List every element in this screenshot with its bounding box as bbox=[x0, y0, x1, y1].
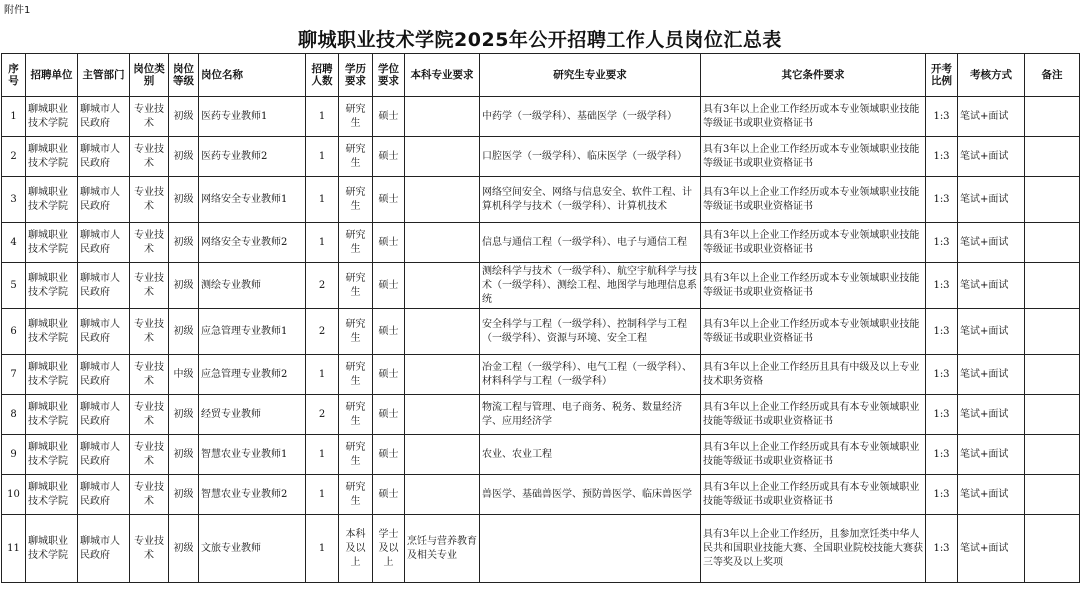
cell-ratio: 1:3 bbox=[926, 435, 958, 475]
cell-edu: 研究生 bbox=[339, 435, 373, 475]
header-ratio: 开考比例 bbox=[926, 54, 958, 97]
cell-ratio: 1:3 bbox=[926, 223, 958, 263]
cell-other: 具有3年以上企业工作经历或本专业领域职业技能等级证书或职业资格证书 bbox=[701, 97, 926, 137]
cell-category: 专业技术 bbox=[130, 475, 169, 515]
cell-position: 医药专业教师2 bbox=[199, 137, 306, 177]
cell-note bbox=[1025, 223, 1080, 263]
cell-category: 专业技术 bbox=[130, 97, 169, 137]
table-header-row bbox=[2, 54, 1080, 97]
cell-note bbox=[1025, 309, 1080, 355]
cell-dept: 聊城市人民政府 bbox=[78, 435, 130, 475]
cell-count: 1 bbox=[306, 137, 339, 177]
header-note: 备注 bbox=[1025, 54, 1080, 97]
cell-degree: 硕士 bbox=[373, 309, 405, 355]
cell-ratio: 1:3 bbox=[926, 309, 958, 355]
cell-dept: 聊城市人民政府 bbox=[78, 263, 130, 309]
cell-edu: 研究生 bbox=[339, 97, 373, 137]
cell-grad bbox=[480, 515, 701, 583]
cell-dept: 聊城市人民政府 bbox=[78, 97, 130, 137]
cell-degree: 硕士 bbox=[373, 263, 405, 309]
cell-seq: 3 bbox=[2, 177, 26, 223]
cell-note bbox=[1025, 263, 1080, 309]
header-level: 岗位等级 bbox=[169, 54, 199, 97]
cell-edu: 研究生 bbox=[339, 223, 373, 263]
cell-grad: 中药学（一级学科）、基础医学（一级学科） bbox=[480, 97, 701, 137]
cell-level: 中级 bbox=[169, 355, 199, 395]
cell-undergrad: 烹饪与营养教育及相关专业 bbox=[405, 515, 480, 583]
header-undergrad: 本科专业要求 bbox=[405, 54, 480, 97]
header-degree: 学位要求 bbox=[373, 54, 405, 97]
cell-unit: 聊城职业技术学院 bbox=[26, 355, 78, 395]
cell-exam: 笔试+面试 bbox=[958, 263, 1025, 309]
cell-ratio: 1:3 bbox=[926, 97, 958, 137]
cell-edu: 研究生 bbox=[339, 177, 373, 223]
cell-exam: 笔试+面试 bbox=[958, 395, 1025, 435]
cell-count: 1 bbox=[306, 475, 339, 515]
cell-dept: 聊城市人民政府 bbox=[78, 355, 130, 395]
table-body bbox=[2, 97, 1080, 583]
cell-other: 具有3年以上企业工作经历或本专业领域职业技能等级证书或职业资格证书 bbox=[701, 309, 926, 355]
cell-exam: 笔试+面试 bbox=[958, 137, 1025, 177]
cell-unit: 聊城职业技术学院 bbox=[26, 223, 78, 263]
cell-undergrad bbox=[405, 263, 480, 309]
cell-note bbox=[1025, 97, 1080, 137]
cell-dept: 聊城市人民政府 bbox=[78, 137, 130, 177]
cell-position: 医药专业教师1 bbox=[199, 97, 306, 137]
cell-unit: 聊城职业技术学院 bbox=[26, 263, 78, 309]
cell-other: 具有3年以上企业工作经历或具有本专业领域职业技能等级证书或职业资格证书 bbox=[701, 435, 926, 475]
header-grad: 研究生专业要求 bbox=[480, 54, 701, 97]
header-other: 其它条件要求 bbox=[701, 54, 926, 97]
cell-level: 初级 bbox=[169, 223, 199, 263]
cell-dept: 聊城市人民政府 bbox=[78, 515, 130, 583]
cell-undergrad bbox=[405, 309, 480, 355]
cell-grad: 兽医学、基础兽医学、预防兽医学、临床兽医学 bbox=[480, 475, 701, 515]
cell-category: 专业技术 bbox=[130, 137, 169, 177]
cell-edu: 研究生 bbox=[339, 137, 373, 177]
cell-count: 2 bbox=[306, 395, 339, 435]
cell-dept: 聊城市人民政府 bbox=[78, 223, 130, 263]
cell-note bbox=[1025, 137, 1080, 177]
cell-position: 应急管理专业教师2 bbox=[199, 355, 306, 395]
cell-exam: 笔试+面试 bbox=[958, 177, 1025, 223]
cell-count: 2 bbox=[306, 263, 339, 309]
cell-level: 初级 bbox=[169, 263, 199, 309]
cell-edu: 研究生 bbox=[339, 309, 373, 355]
cell-category: 专业技术 bbox=[130, 263, 169, 309]
cell-grad: 口腔医学（一级学科）、临床医学（一级学科） bbox=[480, 137, 701, 177]
cell-unit: 聊城职业技术学院 bbox=[26, 435, 78, 475]
cell-exam: 笔试+面试 bbox=[958, 97, 1025, 137]
header-category: 岗位类别 bbox=[130, 54, 169, 97]
cell-exam: 笔试+面试 bbox=[958, 475, 1025, 515]
table-row bbox=[2, 475, 1080, 515]
cell-dept: 聊城市人民政府 bbox=[78, 309, 130, 355]
cell-seq: 8 bbox=[2, 395, 26, 435]
table-row bbox=[2, 263, 1080, 309]
header-seq: 序号 bbox=[2, 54, 26, 97]
cell-level: 初级 bbox=[169, 395, 199, 435]
cell-category: 专业技术 bbox=[130, 515, 169, 583]
cell-unit: 聊城职业技术学院 bbox=[26, 475, 78, 515]
cell-category: 专业技术 bbox=[130, 435, 169, 475]
cell-degree: 硕士 bbox=[373, 177, 405, 223]
cell-grad: 农业、农业工程 bbox=[480, 435, 701, 475]
cell-unit: 聊城职业技术学院 bbox=[26, 97, 78, 137]
cell-exam: 笔试+面试 bbox=[958, 515, 1025, 583]
cell-ratio: 1:3 bbox=[926, 475, 958, 515]
cell-position: 智慧农业专业教师1 bbox=[199, 435, 306, 475]
table-row bbox=[2, 223, 1080, 263]
cell-note bbox=[1025, 475, 1080, 515]
cell-edu: 研究生 bbox=[339, 355, 373, 395]
cell-count: 2 bbox=[306, 309, 339, 355]
table-row bbox=[2, 97, 1080, 137]
cell-undergrad bbox=[405, 137, 480, 177]
cell-dept: 聊城市人民政府 bbox=[78, 395, 130, 435]
cell-seq: 5 bbox=[2, 263, 26, 309]
cell-count: 1 bbox=[306, 355, 339, 395]
cell-note bbox=[1025, 435, 1080, 475]
header-unit: 招聘单位 bbox=[26, 54, 78, 97]
cell-grad: 网络空间安全、网络与信息安全、软件工程、计算机科学与技术（一级学科）、计算机技术 bbox=[480, 177, 701, 223]
cell-count: 1 bbox=[306, 177, 339, 223]
cell-ratio: 1:3 bbox=[926, 355, 958, 395]
cell-seq: 10 bbox=[2, 475, 26, 515]
cell-degree: 硕士 bbox=[373, 395, 405, 435]
cell-undergrad bbox=[405, 475, 480, 515]
cell-unit: 聊城职业技术学院 bbox=[26, 177, 78, 223]
cell-degree: 硕士 bbox=[373, 223, 405, 263]
table-row bbox=[2, 515, 1080, 583]
header-count: 招聘人数 bbox=[306, 54, 339, 97]
cell-seq: 7 bbox=[2, 355, 26, 395]
cell-degree: 硕士 bbox=[373, 137, 405, 177]
cell-category: 专业技术 bbox=[130, 355, 169, 395]
header-exam: 考核方式 bbox=[958, 54, 1025, 97]
cell-level: 初级 bbox=[169, 475, 199, 515]
cell-category: 专业技术 bbox=[130, 223, 169, 263]
cell-count: 1 bbox=[306, 97, 339, 137]
cell-other: 具有3年以上企业工作经历或具有本专业领域职业技能等级证书或职业资格证书 bbox=[701, 395, 926, 435]
cell-note bbox=[1025, 395, 1080, 435]
cell-level: 初级 bbox=[169, 97, 199, 137]
cell-position: 智慧农业专业教师2 bbox=[199, 475, 306, 515]
cell-unit: 聊城职业技术学院 bbox=[26, 515, 78, 583]
cell-position: 网络安全专业教师2 bbox=[199, 223, 306, 263]
cell-exam: 笔试+面试 bbox=[958, 223, 1025, 263]
cell-unit: 聊城职业技术学院 bbox=[26, 309, 78, 355]
positions-table bbox=[1, 53, 1080, 583]
cell-ratio: 1:3 bbox=[926, 263, 958, 309]
cell-level: 初级 bbox=[169, 435, 199, 475]
cell-unit: 聊城职业技术学院 bbox=[26, 395, 78, 435]
cell-undergrad bbox=[405, 97, 480, 137]
cell-level: 初级 bbox=[169, 515, 199, 583]
cell-seq: 2 bbox=[2, 137, 26, 177]
cell-count: 1 bbox=[306, 515, 339, 583]
cell-position: 文旅专业教师 bbox=[199, 515, 306, 583]
cell-other: 具有3年以上企业工作经历或具有本专业领域职业技能等级证书或职业资格证书 bbox=[701, 475, 926, 515]
cell-ratio: 1:3 bbox=[926, 395, 958, 435]
cell-note bbox=[1025, 515, 1080, 583]
cell-seq: 6 bbox=[2, 309, 26, 355]
cell-undergrad bbox=[405, 435, 480, 475]
cell-ratio: 1:3 bbox=[926, 137, 958, 177]
cell-count: 1 bbox=[306, 435, 339, 475]
cell-degree: 硕士 bbox=[373, 475, 405, 515]
cell-level: 初级 bbox=[169, 177, 199, 223]
cell-ratio: 1:3 bbox=[926, 515, 958, 583]
cell-undergrad bbox=[405, 223, 480, 263]
cell-ratio: 1:3 bbox=[926, 177, 958, 223]
cell-category: 专业技术 bbox=[130, 177, 169, 223]
cell-level: 初级 bbox=[169, 137, 199, 177]
cell-other: 具有3年以上企业工作经历，且参加烹饪类中华人民共和国职业技能大赛、全国职业院校技能大赛获三等奖及以上奖项 bbox=[701, 515, 926, 583]
cell-undergrad bbox=[405, 177, 480, 223]
cell-grad: 安全科学与工程（一级学科）、控制科学与工程（一级学科）、资源与环境、安全工程 bbox=[480, 309, 701, 355]
cell-grad: 测绘科学与技术（一级学科）、航空宇航科学与技术（一级学科）、测绘工程、地图学与地理信息系统 bbox=[480, 263, 701, 309]
cell-edu: 研究生 bbox=[339, 395, 373, 435]
cell-position: 测绘专业教师 bbox=[199, 263, 306, 309]
table-row bbox=[2, 137, 1080, 177]
cell-other: 具有3年以上企业工作经历且具有中级及以上专业技术职务资格 bbox=[701, 355, 926, 395]
cell-degree: 硕士 bbox=[373, 97, 405, 137]
page-title: 聊城职业技术学院2025年公开招聘工作人员岗位汇总表 bbox=[298, 29, 782, 51]
header-edu: 学历要求 bbox=[339, 54, 373, 97]
table-row bbox=[2, 309, 1080, 355]
cell-seq: 11 bbox=[2, 515, 26, 583]
cell-exam: 笔试+面试 bbox=[958, 435, 1025, 475]
cell-edu: 研究生 bbox=[339, 475, 373, 515]
cell-dept: 聊城市人民政府 bbox=[78, 177, 130, 223]
cell-seq: 4 bbox=[2, 223, 26, 263]
table-row bbox=[2, 435, 1080, 475]
cell-seq: 1 bbox=[2, 97, 26, 137]
cell-exam: 笔试+面试 bbox=[958, 309, 1025, 355]
table-row bbox=[2, 395, 1080, 435]
cell-category: 专业技术 bbox=[130, 309, 169, 355]
annex-label: 附件1 bbox=[4, 5, 31, 16]
cell-level: 初级 bbox=[169, 309, 199, 355]
cell-position: 经贸专业教师 bbox=[199, 395, 306, 435]
cell-dept: 聊城市人民政府 bbox=[78, 475, 130, 515]
cell-degree: 硕士 bbox=[373, 355, 405, 395]
cell-count: 1 bbox=[306, 223, 339, 263]
table-row bbox=[2, 177, 1080, 223]
cell-grad: 冶金工程（一级学科）、电气工程（一级学科）、材料科学与工程（一级学科） bbox=[480, 355, 701, 395]
cell-other: 具有3年以上企业工作经历或本专业领域职业技能等级证书或职业资格证书 bbox=[701, 177, 926, 223]
cell-category: 专业技术 bbox=[130, 395, 169, 435]
cell-other: 具有3年以上企业工作经历或本专业领域职业技能等级证书或职业资格证书 bbox=[701, 263, 926, 309]
cell-grad: 物流工程与管理、电子商务、税务、数量经济学、应用经济学 bbox=[480, 395, 701, 435]
cell-unit: 聊城职业技术学院 bbox=[26, 137, 78, 177]
cell-grad: 信息与通信工程（一级学科）、电子与通信工程 bbox=[480, 223, 701, 263]
cell-seq: 9 bbox=[2, 435, 26, 475]
cell-other: 具有3年以上企业工作经历或本专业领域职业技能等级证书或职业资格证书 bbox=[701, 223, 926, 263]
cell-exam: 笔试+面试 bbox=[958, 355, 1025, 395]
cell-edu: 研究生 bbox=[339, 263, 373, 309]
cell-note bbox=[1025, 355, 1080, 395]
cell-other: 具有3年以上企业工作经历或本专业领域职业技能等级证书或职业资格证书 bbox=[701, 137, 926, 177]
cell-note bbox=[1025, 177, 1080, 223]
cell-degree: 硕士 bbox=[373, 435, 405, 475]
cell-undergrad bbox=[405, 355, 480, 395]
cell-undergrad bbox=[405, 395, 480, 435]
header-dept: 主管部门 bbox=[78, 54, 130, 97]
header-position: 岗位名称 bbox=[199, 54, 306, 97]
cell-degree: 学士及以上 bbox=[373, 515, 405, 583]
cell-edu: 本科及以上 bbox=[339, 515, 373, 583]
table-row bbox=[2, 355, 1080, 395]
cell-position: 应急管理专业教师1 bbox=[199, 309, 306, 355]
cell-position: 网络安全专业教师1 bbox=[199, 177, 306, 223]
